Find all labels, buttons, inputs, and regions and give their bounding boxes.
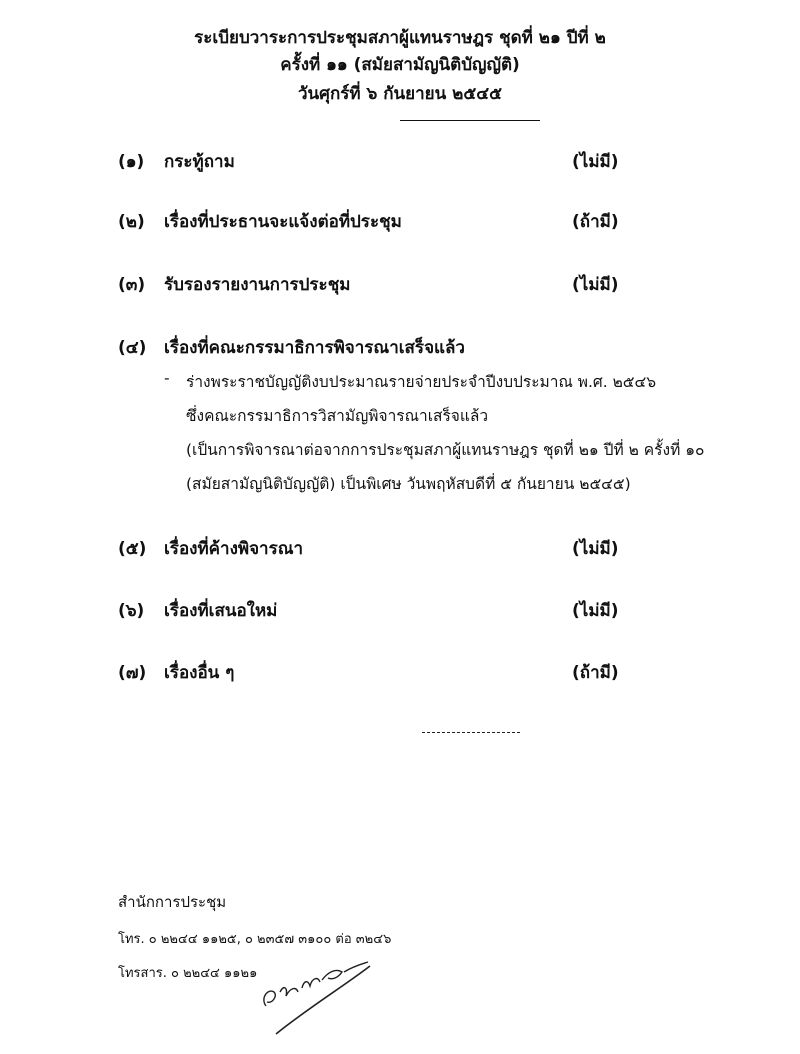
agenda-item-number: (๑) xyxy=(118,152,145,172)
meeting-date: วันศุกร์ที่ ๖ กันยายน ๒๕๔๕ xyxy=(298,84,502,104)
agenda-item-detail: (สมัยสามัญนิติบัญญัติ) เป็นพิเศษ วันพฤหัสบดีที่ ๕ กันยายน ๒๕๔๕) xyxy=(186,475,631,493)
agenda-item-title: เรื่องที่ประธานจะแจ้งต่อที่ประชุม xyxy=(164,212,402,232)
agenda-item-title: กระทู้ถาม xyxy=(164,152,235,172)
agenda-item-number: (๖) xyxy=(118,601,145,621)
office-name: สำนักการประชุม xyxy=(118,893,227,911)
end-divider xyxy=(422,732,520,733)
header-divider xyxy=(400,120,540,121)
document-title: ระเบียบวาระการประชุมสภาผู้แทนราษฎร ชุดที่ ๒๑ ปีที่ ๒ xyxy=(194,28,606,48)
agenda-item-status: (ไม่มี) xyxy=(572,275,619,295)
agenda-item-detail: (เป็นการพิจารณาต่อจากการประชุมสภาผู้แทนราษฎร ชุดที่ ๒๑ ปีที่ ๒ ครั้งที่ ๑๐ xyxy=(186,441,705,459)
agenda-item-number: (๗) xyxy=(118,663,147,683)
agenda-item-number: (๔) xyxy=(118,338,147,358)
agenda-item-detail: ซึ่งคณะกรรมาธิการวิสามัญพิจารณาเสร็จแล้ว xyxy=(186,407,489,425)
agenda-item-title: เรื่องอื่น ๆ xyxy=(164,663,235,683)
signature-icon xyxy=(258,958,378,1038)
agenda-item-number: (๓) xyxy=(118,275,146,295)
agenda-item-status: (ไม่มี) xyxy=(572,539,619,559)
detail-bullet: - xyxy=(164,369,170,387)
agenda-item-title: เรื่องที่ค้างพิจารณา xyxy=(164,539,304,559)
agenda-item-title: รับรองรายงานการประชุม xyxy=(164,275,351,295)
agenda-item-number: (๒) xyxy=(118,212,145,232)
agenda-item-detail: ร่างพระราชบัญญัติงบประมาณรายจ่ายประจำปีงบประมาณ พ.ศ. ๒๕๔๖ xyxy=(186,373,657,391)
fax-number: โทรสาร. ๐ ๒๒๔๔ ๑๑๒๑ xyxy=(118,966,258,981)
agenda-item-status: (ถ้ามี) xyxy=(572,663,619,683)
agenda-item-status: (ถ้ามี) xyxy=(572,212,619,232)
meeting-number: ครั้งที่ ๑๑ (สมัยสามัญนิติบัญญัติ) xyxy=(280,55,520,75)
agenda-item-title: เรื่องที่คณะกรรมาธิการพิจารณาเสร็จแล้ว xyxy=(164,338,465,358)
agenda-item-status: (ไม่มี) xyxy=(572,601,619,621)
agenda-item-number: (๕) xyxy=(118,539,147,559)
agenda-item-status: (ไม่มี) xyxy=(572,152,619,172)
phone-number: โทร. ๐ ๒๒๔๔ ๑๑๒๕, ๐ ๒๓๕๗ ๓๑๐๐ ต่อ ๓๒๔๖ xyxy=(118,932,392,947)
agenda-item-title: เรื่องที่เสนอใหม่ xyxy=(164,601,278,621)
